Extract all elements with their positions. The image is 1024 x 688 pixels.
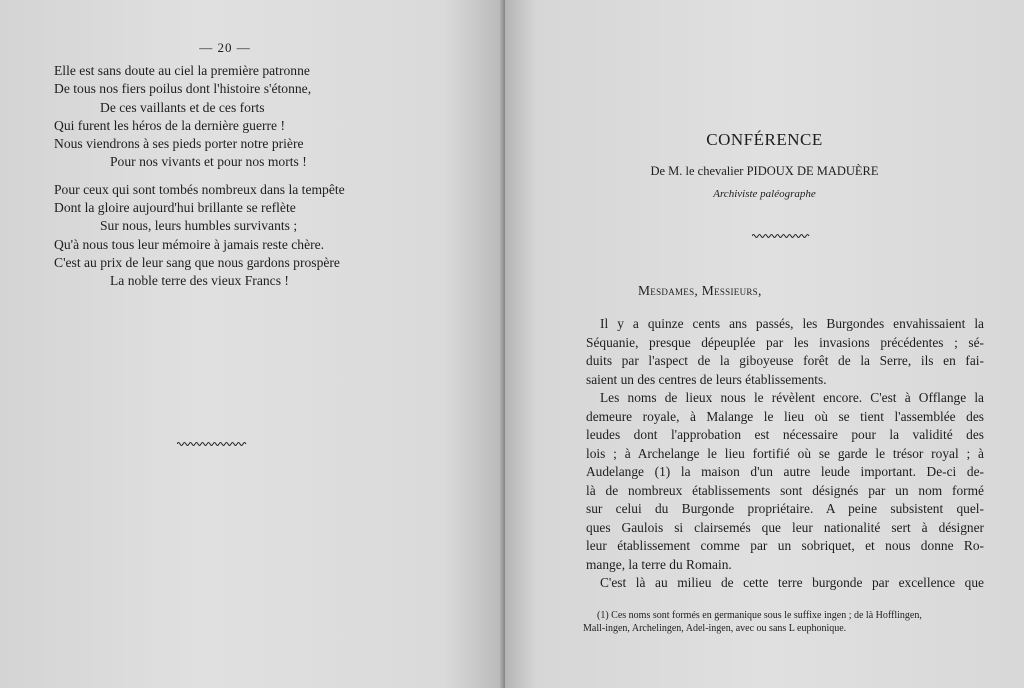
- poem-line: C'est au prix de leur sang que nous gardons prospère: [54, 254, 340, 270]
- poem: [54, 62, 454, 300]
- text-line: duits par l'aspect de la giboyeuse forêt de la Serre, ils en fai-: [586, 353, 984, 368]
- poem-line: Dont la gloire aujourd'hui brillante se reflète: [54, 200, 296, 216]
- text-line: Séquanie, presque dépeuplée par les invasions précédentes ; sé-: [586, 334, 984, 350]
- body-text: [586, 315, 984, 593]
- text-line: ques Gaulois si clairsemés que leur nationalité sert à désigner: [586, 519, 984, 535]
- left-page: [0, 0, 505, 688]
- poem-line: De tous nos fiers poilus dont l'histoire s'étonne,: [54, 81, 312, 97]
- poem-stanza: [54, 181, 454, 291]
- ornament-divider: [177, 441, 247, 447]
- text-line: là de nombreux établissements sont désignés par un nom formé: [586, 482, 984, 498]
- text-line: sur celui du Burgonde propriétaire. A peine subsistent quel-: [586, 501, 984, 516]
- poem-line: Qu'à nous tous leur mémoire à jamais reste chère.: [54, 236, 325, 252]
- poem-line: De ces vaillants et de ces forts: [100, 99, 265, 115]
- poem-line: Sur nous, leurs humbles survivants ;: [100, 218, 298, 234]
- poem-line: Nous viendrons à ses pieds porter notre prière: [54, 136, 304, 152]
- poem-line: Elle est sans doute au ciel la première patronne: [54, 63, 310, 78]
- poem-line: Pour nos vivants et pour nos morts !: [110, 154, 307, 170]
- footnote-line: Mall-ingen, Archelingen, Adel-ingen, avec ou sans L euphonique.: [583, 623, 847, 634]
- ornament-divider: [752, 233, 810, 239]
- poem-line: La noble terre des vieux Francs !: [110, 273, 289, 289]
- text-line: leur établissement comme par un sobriquet, et nous donne Ro-: [586, 538, 984, 553]
- right-page: [505, 0, 1024, 688]
- conference-subtitle: Archiviste paléographe: [713, 188, 816, 200]
- text-line: Il y a quinze cents ans passés, les Burgondes envahissaient la: [600, 316, 984, 331]
- poem-stanza: [54, 62, 454, 172]
- page-number: — 20 —: [199, 40, 251, 55]
- poem-line: Pour ceux qui sont tombés nombreux dans la tempête: [54, 181, 345, 197]
- text-line: C'est là au milieu de cette terre burgonde par excellence que: [600, 575, 984, 590]
- text-line: saient un des centres de leurs établissements.: [586, 371, 827, 387]
- salutation: Mesdames, Messieurs,: [638, 283, 762, 298]
- footnote: [583, 609, 988, 635]
- conference-author: De M. le chevalier PIDOUX DE MADUÈRE: [650, 164, 879, 178]
- footnote-line: (1) Ces noms sont formés en germanique sous le suffixe ingen ; de là Hofflingen,: [597, 610, 922, 621]
- poem-line: Qui furent les héros de la dernière guerre !: [54, 117, 285, 133]
- conference-title: CONFÉRENCE: [706, 130, 823, 149]
- text-line: leudes dont l'approbation est nécessaire pour la validité des: [586, 427, 984, 442]
- text-line: mange, la terre du Romain.: [586, 556, 732, 572]
- text-line: lois ; à Archelange le lieu fortifié où se garde le trésor royal ; à: [586, 445, 984, 461]
- text-line: demeure royale, à Malange le lieu où se tient l'assemblée des: [586, 408, 984, 424]
- text-line: Audelange (1) la maison d'un autre leude important. De-ci de-: [586, 464, 984, 479]
- text-line: Les noms de lieux nous le révèlent encore. C'est à Offlange la: [600, 390, 984, 405]
